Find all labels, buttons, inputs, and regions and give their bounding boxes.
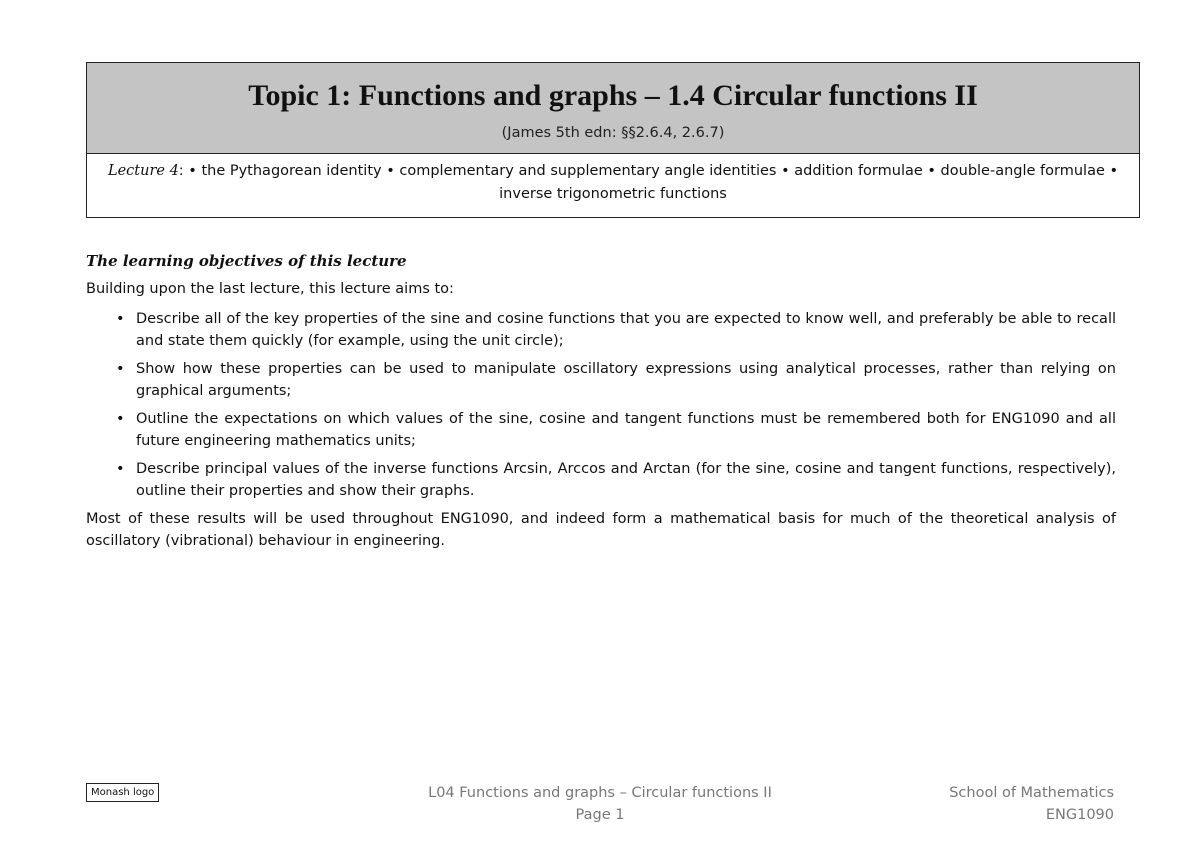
objective-text: Describe principal values of the inverse functions Arcsin, Arccos and Arctan (for the sine, cosine and tangent functions, respectively), outline their properties and show their graphs. — [136, 461, 1116, 499]
list-item — [86, 408, 1116, 452]
footer-lecture-title: L04 Functions and graphs – Circular functions II — [428, 785, 772, 801]
bullet-icon: • — [116, 411, 125, 427]
footer-lecture-info — [380, 782, 820, 826]
footer-unit-code: ENG1090 — [1045, 807, 1114, 823]
page-title: Topic 1: Functions and graphs – 1.4 Circular functions II — [248, 79, 978, 112]
objectives-list — [86, 308, 1116, 502]
lecture-summary — [87, 154, 1139, 206]
objectives-heading: The learning objectives of this lecture — [86, 252, 407, 270]
objective-text: Show how these properties can be used to manipulate oscillatory expressions using analytical processes, rather than relying on graphical arguments; — [136, 361, 1116, 399]
footer-school: School of Mathematics — [949, 785, 1114, 801]
header-title-band — [87, 63, 1139, 154]
lecture-label: Lecture 4 — [107, 163, 179, 179]
bullet-icon: • — [116, 361, 125, 377]
monash-logo: Monash logo — [86, 783, 159, 802]
page-number: Page 1 — [575, 807, 625, 823]
topic-header — [86, 62, 1140, 218]
closing-paragraph: Most of these results will be used throughout ENG1090, and indeed form a mathematical basis for much of the theoretical analysis of oscillatory (vibrational) behaviour in engineering. — [86, 511, 1116, 549]
bullet-icon: • — [116, 311, 125, 327]
list-item — [86, 458, 1116, 502]
lecture-topics: : • the Pythagorean identity • complementary and supplementary angle identities • addition formulae • double-angle formulae • inverse trigonometric functions — [178, 163, 1119, 202]
main-content — [86, 250, 1116, 552]
footer-school-info — [949, 782, 1114, 826]
bullet-icon: • — [116, 461, 125, 477]
textbook-reference: (James 5th edn: §§2.6.4, 2.6.7) — [501, 125, 725, 141]
list-item — [86, 358, 1116, 402]
objective-text: Outline the expectations on which values of the sine, cosine and tangent functions must be remembered both for ENG1090 and all future engineering mathematics units; — [136, 411, 1116, 449]
objectives-intro: Building upon the last lecture, this lecture aims to: — [86, 281, 454, 297]
list-item — [86, 308, 1116, 352]
objective-text: Describe all of the key properties of the sine and cosine functions that you are expected to know well, and preferably be able to recall and state them quickly (for example, using the unit circle); — [136, 311, 1116, 349]
